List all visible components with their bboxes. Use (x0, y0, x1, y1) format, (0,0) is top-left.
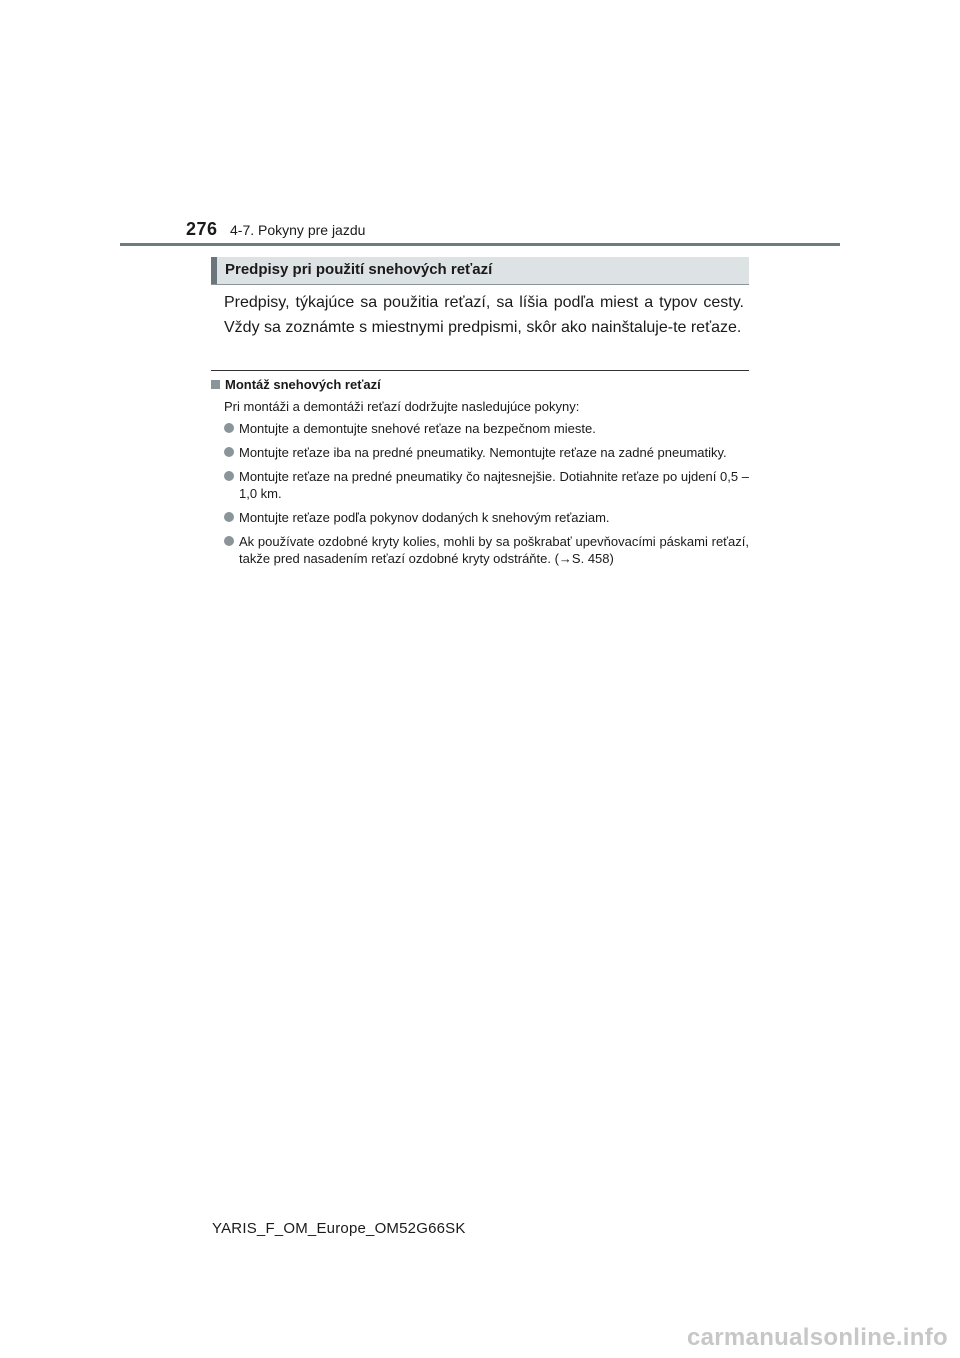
instruction-list (224, 420, 749, 574)
list-item (224, 444, 749, 461)
list-item-text: Montujte reťaze iba na predné pneumatiky. Nemontujte reťaze na zadné pneumatiky. (239, 445, 727, 460)
list-item (224, 468, 749, 502)
list-item (224, 533, 749, 567)
list-item (224, 509, 749, 526)
document-code: YARIS_F_OM_Europe_OM52G66SK (212, 1220, 466, 1237)
header-divider (120, 243, 840, 246)
circle-bullet-icon (224, 423, 234, 433)
watermark: carmanualsonline.info (686, 1324, 948, 1351)
section-title: Predpisy pri použití snehových reťazí (225, 261, 493, 278)
circle-bullet-icon (224, 536, 234, 546)
section-intro: Predpisy, týkajúce sa použitia reťazí, sa líšia podľa miest a typov cesty. Vždy sa zoznámte s miestnymi predpismi, skôr ako nainštaluje-te reťaze. (224, 294, 744, 336)
circle-bullet-icon (224, 447, 234, 457)
list-item-text: Montujte a demontujte snehové reťaze na bezpečnom mieste. (239, 421, 596, 436)
square-bullet-icon (211, 380, 220, 389)
circle-bullet-icon (224, 512, 234, 522)
section-heading-box (211, 257, 749, 285)
list-item (224, 420, 749, 437)
section-divider (211, 370, 749, 371)
subsection-heading (211, 377, 381, 392)
circle-bullet-icon (224, 471, 234, 481)
chapter-title: 4-7. Pokyny pre jazdu (230, 222, 366, 238)
list-item-text: Montujte reťaze na predné pneumatiky čo najtesnejšie. Dotiahnite reťaze po ujdení 0,5 – 1,0 km. (239, 469, 749, 501)
subsection-heading-text: Montáž snehových reťazí (225, 377, 381, 392)
subsection-intro: Pri montáži a demontáži reťazí dodržujte nasledujúce pokyny: (224, 399, 580, 414)
list-item-text: Ak používate ozdobné kryty kolies, mohli by sa poškrabať upevňovacími páskami reťazí, takže pred nasadením reťazí ozdobné kryty odstráňte. (→S. 458) (239, 534, 749, 566)
page-number: 276 (186, 219, 218, 239)
section-heading-bar (211, 257, 217, 284)
list-item-text: Montujte reťaze podľa pokynov dodaných k snehovým reťaziam. (239, 510, 610, 525)
